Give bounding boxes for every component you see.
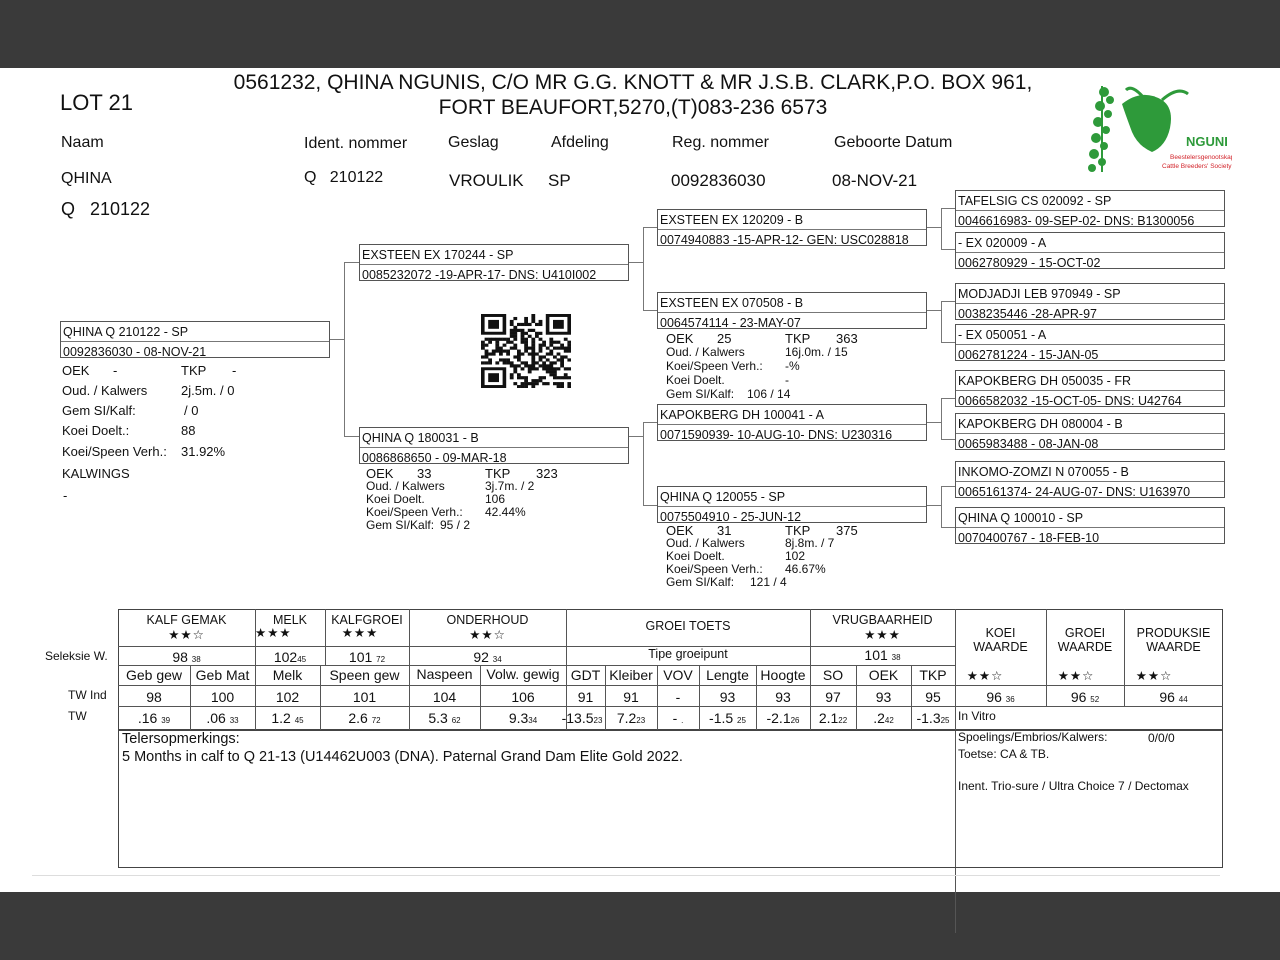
animal-speen-label: Koei/Speen Verh.: <box>62 444 167 459</box>
twind-naspeen: 104 <box>432 689 457 705</box>
inent-text: Inent. Trio-sure / Ultra Choice 7 / Dectomax <box>958 779 1189 793</box>
afdeling-label: Afdeling <box>551 134 609 151</box>
spoelings-value: 0/0/0 <box>1148 731 1175 745</box>
tw-lengte: -1.5 25 <box>709 710 746 726</box>
header-onderhoud: ONDERHOUD <box>446 613 529 627</box>
lot-number: LOT 21 <box>60 90 133 115</box>
reg-value: 0092836030 <box>671 171 766 190</box>
stars-koei-waarde: ★★☆ <box>966 669 1004 683</box>
animal-tkp: - <box>232 363 237 378</box>
col-so: SO <box>822 667 844 683</box>
stars-groei-waarde: ★★☆ <box>1057 669 1095 683</box>
dam-tkp-label: TKP <box>485 466 511 481</box>
groei-waarde-value: 96 52 <box>1070 689 1100 705</box>
gp-sd-line-2: 0064574114 - 23-MAY-07 <box>660 316 801 330</box>
header-tipe-groeipunt: Tipe groeipunt <box>648 647 728 661</box>
twind-oek: 93 <box>875 689 892 705</box>
tw-tkp: -1.325 <box>916 710 950 726</box>
gp-dd-tkp-label: TKP <box>785 523 811 538</box>
ggp-4-line-1: - EX 050051 - A <box>958 328 1047 342</box>
twind-lengte: 93 <box>719 689 736 705</box>
sel-kalfgroei: 101 72 <box>348 649 386 665</box>
animal-line-1: QHINA Q 210122 - SP <box>63 325 189 339</box>
col-melk: Melk <box>272 667 303 683</box>
animal-line-2: 0092836030 - 08-NOV-21 <box>63 345 207 359</box>
gp-dd-line-1: QHINA Q 120055 - SP <box>660 490 786 504</box>
gp-dd-speen-label: Koei/Speen Verh.: <box>666 562 763 576</box>
ggp-box-8 <box>955 507 1225 544</box>
logo-text: NGUNI <box>1186 134 1228 149</box>
stars-melk: ★★★ <box>255 626 292 640</box>
dam-koei-label: Koei Doelt. <box>366 492 425 506</box>
twind-tkp: 95 <box>925 689 941 705</box>
animal-oud-label: Oud. / Kalwers <box>62 383 148 398</box>
spoelings-label: Spoelings/Embrios/Kalwers: <box>958 730 1108 744</box>
gp-dd-oek-label: OEK <box>666 523 694 538</box>
gp-dd-koei: 102 <box>785 549 806 563</box>
tw-oek: .242 <box>873 710 894 726</box>
header-koei-waarde: KOEI WAARDE <box>973 626 1028 655</box>
gp-dam-sire-box <box>657 404 927 441</box>
bottom-dark-bar <box>0 892 1280 960</box>
ggp-2-line-2: 0062780929 - 15-OCT-02 <box>958 256 1101 270</box>
ident-value: Q 210122 <box>304 169 384 186</box>
sel-melk: 10245 <box>273 649 307 665</box>
gp-dd-gem: 121 / 4 <box>750 575 787 589</box>
footer-divider <box>32 875 1220 876</box>
row-label-seleksie: Seleksie W. <box>45 649 108 663</box>
header-groei-waarde: GROEI WAARDE <box>1057 626 1113 655</box>
ggp-box-4 <box>955 324 1225 361</box>
twind-so: 97 <box>825 689 841 705</box>
gp-sd-koei-label: Koei Doelt. <box>666 373 725 387</box>
ggp-2-line-1: - EX 020009 - A <box>958 236 1047 250</box>
koei-waarde-value: 96 36 <box>986 689 1015 705</box>
tw-geb-gew: .16 39 <box>137 710 171 726</box>
tw-speen-gew: 2.6 72 <box>348 710 381 726</box>
logo-sub-2: Cattle Breeders' Society <box>1162 163 1232 170</box>
twind-hoogte: 93 <box>775 689 791 705</box>
ggp-1-line-2: 0046616983- 09-SEP-02- DNS: B1300056 <box>958 214 1195 228</box>
dam-oud-label: Oud. / Kalwers <box>366 479 445 493</box>
sel-onderhoud: 92 34 <box>473 649 502 665</box>
produksie-waarde-value: 96 44 <box>1159 689 1188 705</box>
tw-geb-mat: .06 33 <box>206 710 239 726</box>
geboorte-label: Geboorte Datum <box>834 134 953 151</box>
gp-sd-speen: -% <box>785 359 800 373</box>
dam-box <box>359 427 629 464</box>
dam-gem-label: Gem SI/Kalf: <box>366 518 435 532</box>
twind-volw-gewig: 106 <box>511 689 535 705</box>
geslag-value: VROULIK <box>449 171 524 190</box>
gp-sd-oek-label: OEK <box>666 331 694 346</box>
animal-tkp-label: TKP <box>181 363 207 378</box>
catalogue-page <box>0 68 1280 892</box>
ggp-7-line-1: INKOMO-ZOMZI N 070055 - B <box>958 465 1129 479</box>
reg-label: Reg. nommer <box>672 134 769 151</box>
gp-sd-gem-label: Gem SI/Kalf: <box>666 387 735 401</box>
sel-vrugbaarheid: 101 38 <box>864 647 901 663</box>
header-produksie-waarde: PRODUKSIE WAARDE <box>1136 626 1211 655</box>
gp-dd-tkp: 375 <box>836 523 858 538</box>
gp-dam-dam-box <box>657 486 927 523</box>
ggp-4-line-2: 0062781224 - 15-JAN-05 <box>958 348 1099 362</box>
gp-dd-koei-label: Koei Doelt. <box>666 549 725 563</box>
gp-dd-speen: 46.67% <box>785 562 826 576</box>
gp-dd-line-2: 0075504910 - 25-JUN-12 <box>660 510 802 524</box>
ggp-6-line-2: 0065983488 - 08-JAN-08 <box>958 437 1099 451</box>
geslag-label: Geslag <box>448 134 499 151</box>
sel-kalf-gemak: 98 38 <box>172 649 201 665</box>
dam-gem: 95 / 2 <box>440 518 471 532</box>
twind-kleiber: 91 <box>623 689 639 705</box>
gp-sd-tkp: 363 <box>836 331 858 346</box>
gp-sd-gem: 106 / 14 <box>747 387 791 401</box>
geboorte-value: 08-NOV-21 <box>832 171 918 190</box>
col-lengte: Lengte <box>706 667 749 683</box>
animal-gem: / 0 <box>184 403 199 418</box>
ggp-6-line-1: KAPOKBERG DH 080004 - B <box>958 417 1123 431</box>
tw-naspeen: 5.3 62 <box>428 710 461 726</box>
dam-tkp: 323 <box>536 466 558 481</box>
dam-oek: 33 <box>417 466 432 481</box>
sire-box <box>359 244 629 281</box>
dam-oud: 3j.7m. / 2 <box>485 479 535 493</box>
gp-dd-oek: 31 <box>717 523 732 538</box>
ggp-7-line-2: 0065161374- 24-AUG-07- DNS: U163970 <box>958 485 1191 499</box>
twind-speen-gew: 101 <box>352 689 377 705</box>
header-groei-toets: GROEI TOETS <box>645 619 731 633</box>
animal-koei-label: Koei Doelt.: <box>62 423 130 438</box>
gp-sd-line-1: EXSTEEN EX 070508 - B <box>660 296 804 310</box>
stars-kalfgroei: ★★★ <box>341 626 379 640</box>
top-dark-bar <box>0 0 1280 68</box>
animal-oek: - <box>113 363 118 378</box>
header-melk: MELK <box>272 613 308 627</box>
gp-ss-line-2: 0074940883 -15-APR-12- GEN: USC028818 <box>660 233 909 247</box>
twind-vov: - <box>675 689 681 705</box>
ident-large: Q 210122 <box>61 199 151 219</box>
col-geb-mat: Geb Mat <box>195 667 250 683</box>
nguni-logo <box>1082 76 1232 180</box>
qr-code <box>481 314 571 388</box>
gp-sd-oek: 25 <box>717 331 732 346</box>
kalwings-value: - <box>63 488 68 503</box>
tw-hoogte: -2.126 <box>766 710 800 726</box>
ggp-5-line-1: KAPOKBERG DH 050035 - FR <box>958 374 1131 388</box>
ggp-1-line-1: TAFELSIG CS 020092 - SP <box>958 194 1112 208</box>
row-label-tw: TW <box>68 709 87 723</box>
toetse-text: Toetse: CA & TB. <box>958 747 1050 761</box>
animal-oek-label: OEK <box>62 363 90 378</box>
ggp-box-1 <box>955 190 1225 227</box>
logo-sub-1: Beestelersgenootskap <box>1170 154 1232 161</box>
ident-label: Ident. nommer <box>304 135 408 152</box>
col-gdt: GDT <box>570 667 601 683</box>
twind-geb-gew: 98 <box>146 689 162 705</box>
tw-melk: 1.2 45 <box>271 710 304 726</box>
sire-line-2: 0085232072 -19-APR-17- DNS: U410I002 <box>362 268 597 282</box>
col-hoogte: Hoogte <box>760 667 806 683</box>
col-speen-gew: Speen gew <box>329 667 400 683</box>
remarks-text: 5 Months in calf to Q 21-13 (U14462U003 (DNA). Paternal Grand Dam Elite Gold 2022. <box>122 749 683 765</box>
afdeling-value: SP <box>548 171 571 190</box>
breeder-line-1: 0561232, QHINA NGUNIS, C/O MR G.G. KNOTT & MR J.S.B. CLARK,P.O. BOX 961, <box>233 71 1033 94</box>
ggp-5-line-2: 0066582032 -15-OCT-05- DNS: U42764 <box>958 394 1182 408</box>
dam-line-2: 0086868650 - 09-MAR-18 <box>362 451 507 465</box>
gp-sire-sire-box <box>657 209 927 246</box>
tw-kleiber: 7.223 <box>616 710 646 726</box>
col-kleiber: Kleiber <box>609 667 653 683</box>
ggp-8-line-2: 0070400767 - 18-FEB-10 <box>958 531 1100 545</box>
dam-line-1: QHINA Q 180031 - B <box>362 431 479 445</box>
header-kalfgroei: KALFGROEI <box>331 613 403 627</box>
in-vitro-label: In Vitro <box>958 709 996 723</box>
dam-oek-label: OEK <box>366 466 394 481</box>
ggp-box-5 <box>955 370 1225 407</box>
header-vrugbaarheid: VRUGBAARHEID <box>832 613 933 627</box>
gp-dd-gem-label: Gem SI/Kalf: <box>666 575 735 589</box>
tw-volw-gewig: 9.334 <box>508 710 538 726</box>
animal-oud: 2j.5m. / 0 <box>181 383 235 398</box>
twind-melk: 102 <box>275 689 300 705</box>
gp-sd-speen-label: Koei/Speen Verh.: <box>666 359 763 373</box>
gp-ds-line-1: KAPOKBERG DH 100041 - A <box>660 408 824 422</box>
gp-ds-line-2: 0071590939- 10-AUG-10- DNS: U230316 <box>660 428 893 442</box>
gp-dd-oud: 8j.8m. / 7 <box>785 536 835 550</box>
gp-sire-dam-box <box>657 292 927 329</box>
stars-kalf-gemak: ★★☆ <box>168 628 205 642</box>
animal-box <box>60 321 330 358</box>
col-tkp: TKP <box>919 667 947 683</box>
col-oek: OEK <box>868 667 899 683</box>
ggp-box-2 <box>955 232 1225 269</box>
col-naspeen: Naspeen <box>416 666 473 682</box>
twind-geb-mat: 100 <box>210 689 235 705</box>
ggp-8-line-1: QHINA Q 100010 - SP <box>958 511 1084 525</box>
ggp-box-7 <box>955 461 1225 498</box>
gp-sd-tkp-label: TKP <box>785 331 811 346</box>
ggp-box-3 <box>955 283 1225 320</box>
dam-koei: 106 <box>485 492 506 506</box>
gp-sd-oud: 16j.0m. / 15 <box>785 345 848 359</box>
remarks-title: Telersopmerkings: <box>122 731 240 747</box>
gp-sd-oud-label: Oud. / Kalwers <box>666 345 745 359</box>
animal-koei: 88 <box>181 423 196 438</box>
col-vov: VOV <box>663 667 693 683</box>
sire-line-1: EXSTEEN EX 170244 - SP <box>362 248 514 262</box>
twind-gdt: 91 <box>577 689 594 705</box>
row-label-twind: TW Ind <box>68 688 107 702</box>
gp-dd-oud-label: Oud. / Kalwers <box>666 536 745 550</box>
kalwings-label: KALWINGS <box>62 466 130 481</box>
ggp-3-line-1: MODJADJI LEB 970949 - SP <box>958 287 1121 301</box>
stars-produksie-waarde: ★★☆ <box>1135 669 1173 683</box>
stars-onderhoud: ★★☆ <box>469 628 506 642</box>
gp-ss-line-1: EXSTEEN EX 120209 - B <box>660 213 804 227</box>
animal-speen: 31.92% <box>181 444 226 459</box>
dam-speen: 42.44% <box>485 505 526 519</box>
naam-value: QHINA <box>61 170 112 187</box>
col-geb-gew: Geb gew <box>125 667 183 683</box>
ggp-box-6 <box>955 413 1225 450</box>
dam-speen-label: Koei/Speen Verh.: <box>366 505 463 519</box>
col-volw-gewig: Volw. gewig <box>486 666 560 682</box>
gp-sd-koei: - <box>785 373 789 387</box>
naam-label: Naam <box>61 134 104 151</box>
animal-gem-label: Gem SI/Kalf: <box>62 403 136 418</box>
tw-gdt: -13.523 <box>561 710 603 726</box>
header-kalf-gemak: KALF GEMAK <box>146 613 227 627</box>
ggp-3-line-2: 0038235446 -28-APR-97 <box>958 307 1097 321</box>
breeder-line-2: FORT BEAUFORT,5270,(T)083-236 6573 <box>438 96 828 119</box>
tw-so: 2.122 <box>818 710 848 726</box>
tw-vov: - . <box>672 710 684 726</box>
stars-vrugbaarheid: ★★★ <box>864 628 901 642</box>
